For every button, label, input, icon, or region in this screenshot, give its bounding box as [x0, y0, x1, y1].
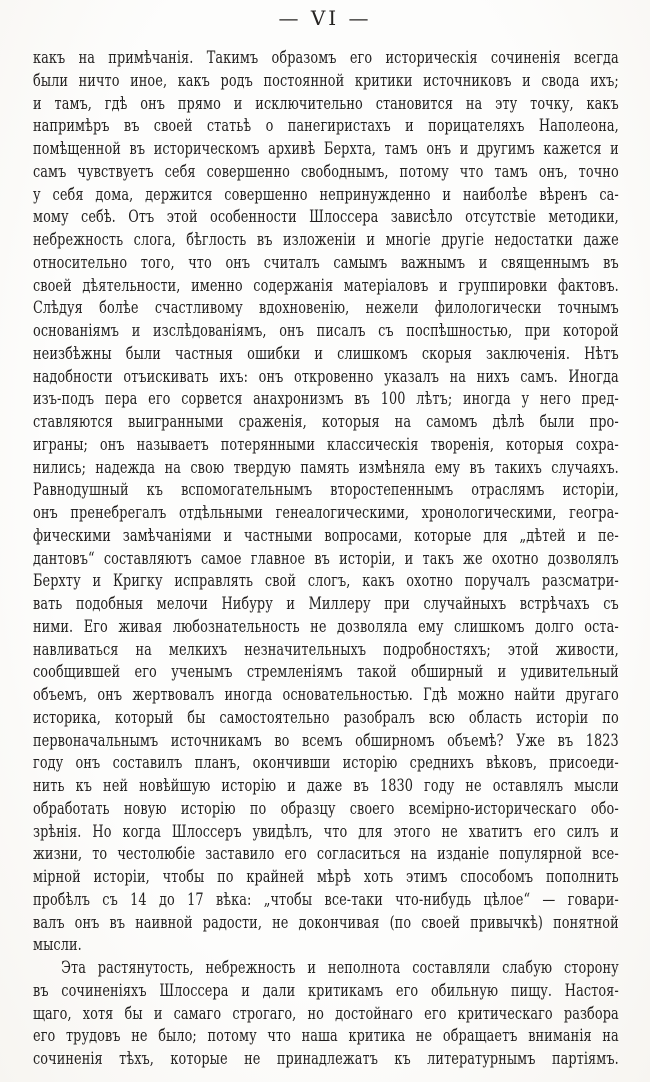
- text-line: первоначальнымъ источникамъ во всемъ обширномъ объемѣ? Уже въ 1823: [33, 730, 619, 750]
- text-line: помѣщенной въ историческомъ архивѣ Берхта, тамъ онъ и другимъ кажется и: [33, 139, 619, 158]
- text-line: у себя дома, держится совершенно непринужденно и наиболѣе вѣренъ са-: [33, 184, 619, 204]
- text-line: щаго, хотя бы и самаго строгаго, но достойнаго его критическаго разбора: [33, 1003, 619, 1023]
- text-line: мірной исторіи, чтобы по крайней мѣрѣ хоть этимъ способомъ пополнить: [33, 867, 619, 886]
- text-line: своей дѣятельности, именно содержанія матеріаловъ и группировки фактовъ.: [33, 275, 619, 295]
- text-line: играны; онъ называетъ потерянными классическія творенія, которыя сохра-: [33, 434, 619, 454]
- text-line: напримѣръ въ своей статьѣ о панегиристахъ и порицателяхъ Наполеона,: [33, 116, 619, 136]
- text-line: онъ пренебрегалъ отдѣльными генеалогическими, хронологическими, геогра-: [33, 503, 619, 522]
- text-line: нились; надежда на свою твердую память измѣняла ему въ такихъ случаяхъ.: [33, 457, 619, 477]
- text-line: Слѣдуя болѣе счастливому вдохновенію, нежели филологически точнымъ: [33, 298, 619, 318]
- text-block: [33, 47, 619, 1071]
- text-line: Берхту и Кригку исправлять свой слогъ, какъ охотно поручалъ разсматри-: [33, 571, 619, 591]
- text-line: фическими замѣчаніями и частными вопросами, которые для „дѣтей и пе-: [33, 525, 619, 545]
- text-line: ними. Его живая любознательность не дозволяла ему слишкомъ долго оста-: [33, 616, 619, 636]
- text-line: мысли.: [33, 935, 82, 955]
- text-line: надобности отъискивать ихъ: онъ откровенно указалъ на нихъ самъ. Иногда: [33, 366, 619, 386]
- text-line: ставляются выигранными сраженія, которыя на самомъ дѣлѣ были про-: [33, 412, 619, 431]
- text-line: валъ онъ въ наивной радости, не докончивая (по своей привычкѣ) понятной: [33, 912, 619, 932]
- text-line: жизни, то честолюбіе заставило его согласиться на изданіе популярной все-: [33, 844, 619, 864]
- text-line: основаніямъ и изслѣдованіямъ, онъ писалъ съ поспѣшностью, при которой: [33, 321, 619, 340]
- text-line: изъ-подъ пера его сорвется анахронизмъ въ 100 лѣтъ; иногда у него пред-: [33, 389, 619, 409]
- text-line: были ничто иное, какъ родъ постоянной критики источниковъ и свода ихъ;: [33, 70, 619, 90]
- text-line: пробѣлъ съ 14 до 17 вѣка: „чтобы все-таки что-нибудь цѣлое“ — говари-: [33, 889, 619, 909]
- text-line: обработать новую исторію по образцу своего всемірно-историческаго обо-: [33, 798, 619, 818]
- text-line: Равнодушный къ вспомогательнымъ второстепеннымъ отраслямъ исторіи,: [33, 480, 619, 500]
- text-line: сочиненія тѣхъ, которые не принадлежатъ къ литературнымъ партіямъ.: [33, 1049, 619, 1068]
- text-line: сообщившей его ученымъ стремленіямъ такой обширный и удивительный: [33, 662, 619, 682]
- text-line: самъ чувствуетъ себя совершенно свободнымъ, потому что тамъ онъ, точно: [33, 161, 619, 181]
- text-line: неизбѣжны были частныя ошибки и слишкомъ скорыя заключенія. Нѣтъ: [33, 343, 619, 363]
- text-line: объемъ, онъ жертвовалъ иногда основательностью. Гдѣ можно найти другаго: [33, 685, 619, 704]
- text-line: дантовъ“ составляютъ самое главное въ исторіи, и такъ же охотно дозволялъ: [33, 548, 619, 568]
- paragraph-main: [33, 47, 619, 1071]
- text-line: и тамъ, гдѣ онъ прямо и исключительно становится на эту точку, какъ: [33, 93, 619, 113]
- text-line: мому себѣ. Отъ этой особенности Шлоссера зависѣло отсутствіе методики,: [33, 207, 619, 227]
- text-line: Эта растянутость, небрежность и неполнота составляли слабую сторону: [61, 958, 619, 977]
- text-line: году онъ составилъ планъ, окончивши исторію среднихъ вѣковъ, присоеди-: [33, 753, 619, 773]
- text-line: историка, который бы самостоятельно разобралъ всю область исторіи по: [33, 707, 619, 727]
- text-line: небрежность слога, бѣглость въ изложеніи и многіе другіе недостатки даже: [33, 230, 619, 249]
- text-line: вать подобныя мелочи Нибуру и Миллеру при случайныхъ встрѣчахъ съ: [33, 594, 619, 613]
- page-number: — VI —: [278, 6, 372, 30]
- text-line: въ сочиненіяхъ Шлоссера и дали критикамъ его обильную пищу. Настоя-: [33, 980, 619, 1000]
- text-line: относительно того, что онъ считалъ самымъ важнымъ и священнымъ въ: [33, 252, 619, 272]
- text-line: навливаться на мелкихъ незначительныхъ подробностяхъ; этой живости,: [33, 639, 619, 659]
- text-line: его трудовъ не было; потому что наша критика не обращаетъ вниманія на: [33, 1026, 619, 1046]
- text-line: нить къ ней новѣйшую исторію и даже въ 1830 году не оставлялъ мысли: [33, 776, 619, 795]
- text-line: какъ на примѣчанія. Такимъ образомъ его историческія сочиненія всегда: [33, 48, 619, 67]
- text-line: зрѣнія. Но когда Шлоссеръ увидѣлъ, что для этого не хватитъ его силъ и: [33, 821, 619, 841]
